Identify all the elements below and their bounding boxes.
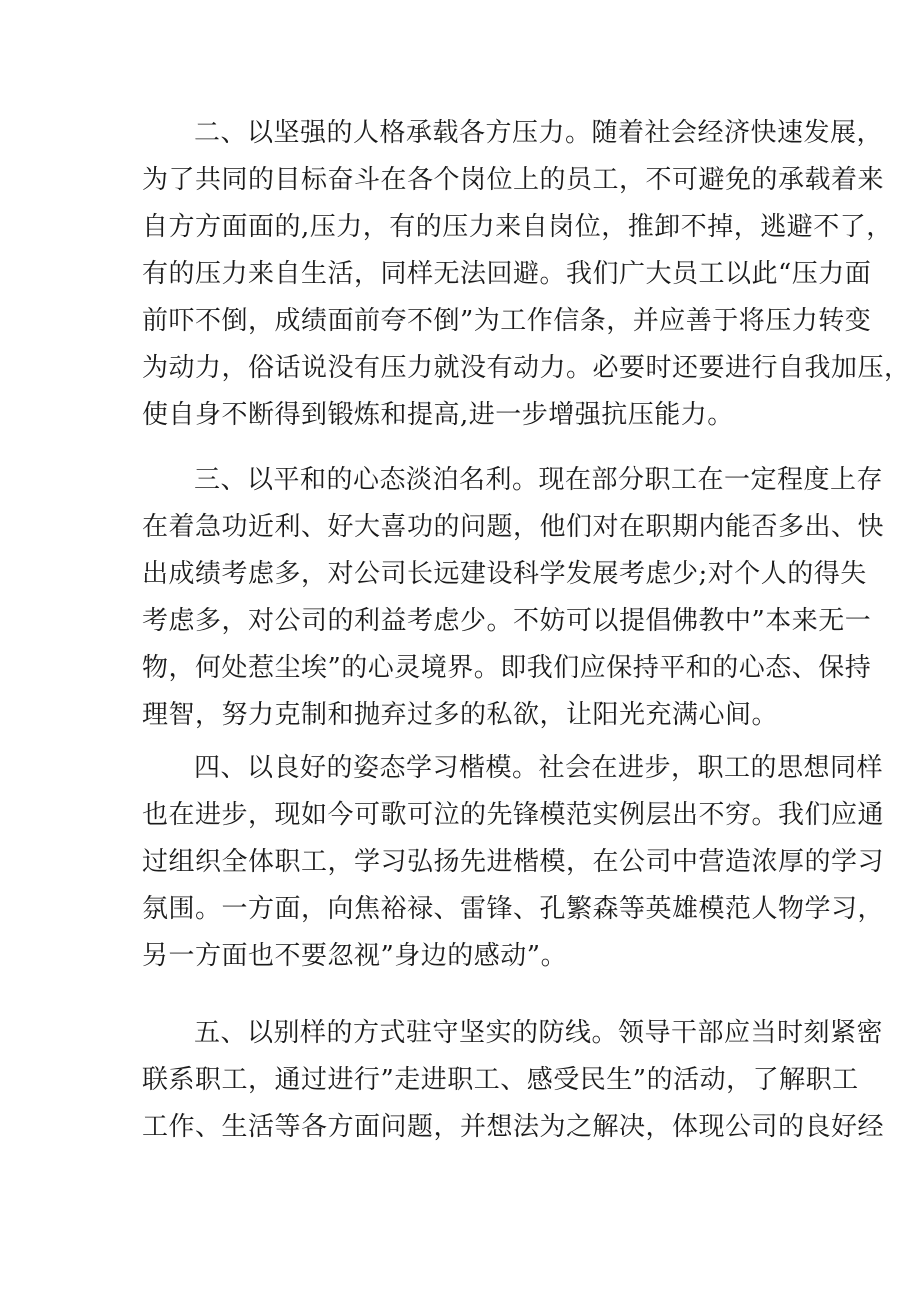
paragraph-line: 理智，努力克制和抛弃过多的私欲，让阳光充满心间。 [142,700,779,730]
paragraph-line: 物，何处惹尘埃”的心灵境界。即我们应保持平和的心态、保持 [142,653,872,683]
paragraph-line: 为动力，俗话说没有压力就没有动力。必要时还要进行自我加压， [142,353,911,383]
paragraph-line: 联系职工，通过进行”走进职工、感受民生”的活动，了解职工 [142,1065,859,1095]
paragraph-line: 也在进步，现如今可歌可泣的先锋模范实例层出不穷。我们应通 [142,800,885,830]
paragraph-line: 出成绩考虑多，对公司长远建设科学发展考虑少;对个人的得失 [142,559,867,589]
paragraph-line: 在着急功近利、好大喜功的问题，他们对在职期内能否多出、快 [142,512,885,542]
paragraph-line: 使自身不断得到锻炼和提高,进一步增强抗压能力。 [142,400,734,430]
paragraph-line: 有的压力来自生活，同样无法回避。我们广大员工以此“压力面 [142,259,872,289]
paragraph-line: 过组织全体职工，学习弘扬先进楷模，在公司中营造浓厚的学习 [142,847,885,877]
paragraph-line: 自方方面面的,压力，有的压力来自岗位，推卸不掉，逃避不了， [142,212,893,242]
paragraph-line: 前吓不倒，成绩面前夸不倒”为工作信条，并应善于将压力转变 [142,306,872,336]
paragraph-line: 氛围。一方面，向焦裕禄、雷锋、孔繁森等英雄模范人物学习， [142,894,885,924]
paragraph-role-models [142,745,885,980]
paragraph-line: 四、以良好的姿态学习楷模。社会在进步，职工的思想同样 [194,753,884,783]
paragraph-mindset [142,457,885,739]
paragraph-line: 另一方面也不要忽视”身边的感动”。 [142,941,568,971]
paragraph-line: 三、以平和的心态淡泊名利。现在部分职工在一定程度上存 [194,465,884,495]
paragraph-line: 考虑多，对公司的利益考虑少。不妨可以提倡佛教中”本来无一 [142,606,872,636]
paragraph-line: 二、以坚强的人格承载各方压力。随着社会经济快速发展， [194,118,884,148]
paragraph-line: 为了共同的目标奋斗在各个岗位上的员工，不可避免的承载着来 [142,165,885,195]
paragraph-line: 工作、生活等各方面问题，并想法为之解决，体现公司的良好经 [142,1112,885,1142]
paragraph-pressure [142,110,911,439]
paragraph-line: 五、以别样的方式驻守坚实的防线。领导干部应当时刻紧密 [194,1018,884,1048]
paragraph-defense-line [142,1010,885,1151]
